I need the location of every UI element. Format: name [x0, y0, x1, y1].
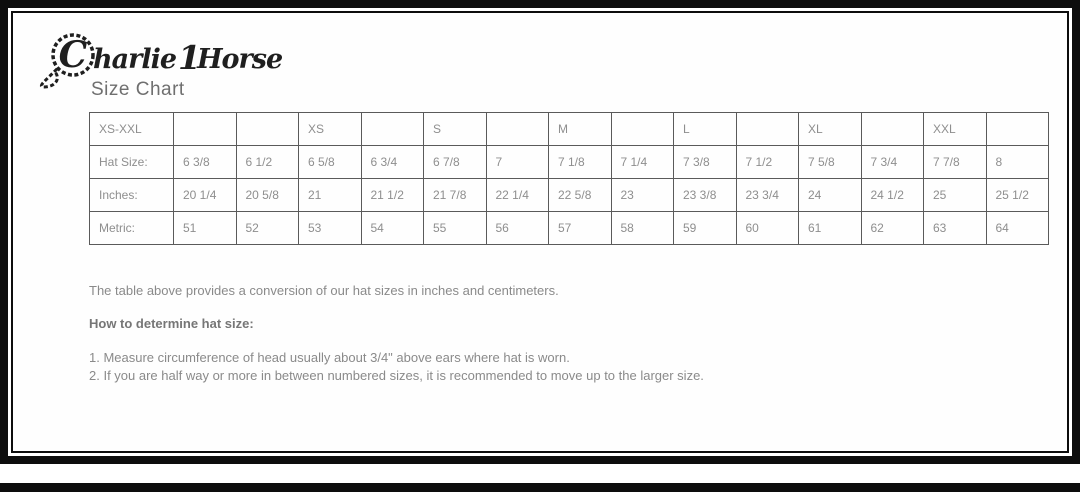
- page-title: Size Chart: [91, 79, 185, 100]
- size-cell: 57: [549, 212, 612, 245]
- table-row: [90, 179, 1049, 212]
- size-cell: XXL: [924, 113, 987, 146]
- size-chart-card: [11, 11, 1069, 453]
- size-cell: 20 5/8: [236, 179, 299, 212]
- size-cell: [361, 113, 424, 146]
- size-cell: 51: [174, 212, 237, 245]
- size-cell: 8: [986, 146, 1049, 179]
- size-cell: 21: [299, 179, 362, 212]
- size-cell: 23: [611, 179, 674, 212]
- table-row: [90, 212, 1049, 245]
- size-cell: 23 3/8: [674, 179, 737, 212]
- size-cell: 7 1/2: [736, 146, 799, 179]
- size-cell: 25: [924, 179, 987, 212]
- size-cell: 7 3/8: [674, 146, 737, 179]
- instruction-step-2: 2. If you are half way or more in between numbered sizes, it is recommended to move up to the larger size.: [89, 368, 704, 383]
- size-cell: 21 1/2: [361, 179, 424, 212]
- logo-text-horse: Horse: [197, 44, 283, 75]
- size-cell: L: [674, 113, 737, 146]
- size-cell: 7 3/4: [861, 146, 924, 179]
- size-cell: 59: [674, 212, 737, 245]
- row-label: Hat Size:: [90, 146, 174, 179]
- table-row: [90, 146, 1049, 179]
- size-cell: 21 7/8: [424, 179, 487, 212]
- size-cell: 7: [486, 146, 549, 179]
- size-cell: 64: [986, 212, 1049, 245]
- table-row: [90, 113, 1049, 146]
- how-to-heading: How to determine hat size:: [89, 316, 254, 331]
- size-cell: 62: [861, 212, 924, 245]
- size-table: [89, 112, 1049, 245]
- size-cell: 60: [736, 212, 799, 245]
- row-label: Metric:: [90, 212, 174, 245]
- size-table-wrap: [89, 112, 1049, 245]
- size-cell: [236, 113, 299, 146]
- size-cell: 58: [611, 212, 674, 245]
- row-label: Inches:: [90, 179, 174, 212]
- row-label: XS-XXL: [90, 113, 174, 146]
- size-cell: M: [549, 113, 612, 146]
- size-cell: 22 5/8: [549, 179, 612, 212]
- size-cell: 52: [236, 212, 299, 245]
- size-cell: 6 7/8: [424, 146, 487, 179]
- size-cell: 61: [799, 212, 862, 245]
- size-cell: 6 1/2: [236, 146, 299, 179]
- logo-text-harlie: harlie: [93, 44, 177, 75]
- size-cell: 24: [799, 179, 862, 212]
- size-cell: 7 1/4: [611, 146, 674, 179]
- instruction-step-1: 1. Measure circumference of head usually about 3/4" above ears where hat is worn.: [89, 350, 570, 365]
- size-cell: [611, 113, 674, 146]
- size-cell: [861, 113, 924, 146]
- size-cell: 6 3/8: [174, 146, 237, 179]
- bottom-black-bar: [0, 483, 1080, 492]
- size-cell: 23 3/4: [736, 179, 799, 212]
- size-cell: 6 5/8: [299, 146, 362, 179]
- size-cell: 7 1/8: [549, 146, 612, 179]
- size-cell: 25 1/2: [986, 179, 1049, 212]
- size-cell: 24 1/2: [861, 179, 924, 212]
- size-cell: 20 1/4: [174, 179, 237, 212]
- logo-text-one: 1: [178, 38, 201, 77]
- size-cell: [486, 113, 549, 146]
- size-cell: 7 7/8: [924, 146, 987, 179]
- size-cell: 63: [924, 212, 987, 245]
- size-cell: [736, 113, 799, 146]
- size-cell: [174, 113, 237, 146]
- size-cell: 22 1/4: [486, 179, 549, 212]
- size-cell: XS: [299, 113, 362, 146]
- size-cell: 6 3/4: [361, 146, 424, 179]
- size-cell: 7 5/8: [799, 146, 862, 179]
- conversion-note: The table above provides a conversion of our hat sizes in inches and centimeters.: [89, 283, 559, 298]
- logo-letter-c: C: [58, 34, 88, 76]
- size-cell: S: [424, 113, 487, 146]
- size-cell: 56: [486, 212, 549, 245]
- size-cell: 55: [424, 212, 487, 245]
- rope-tail-icon: [41, 69, 57, 87]
- size-cell: XL: [799, 113, 862, 146]
- size-cell: 53: [299, 212, 362, 245]
- size-cell: 54: [361, 212, 424, 245]
- size-cell: [986, 113, 1049, 146]
